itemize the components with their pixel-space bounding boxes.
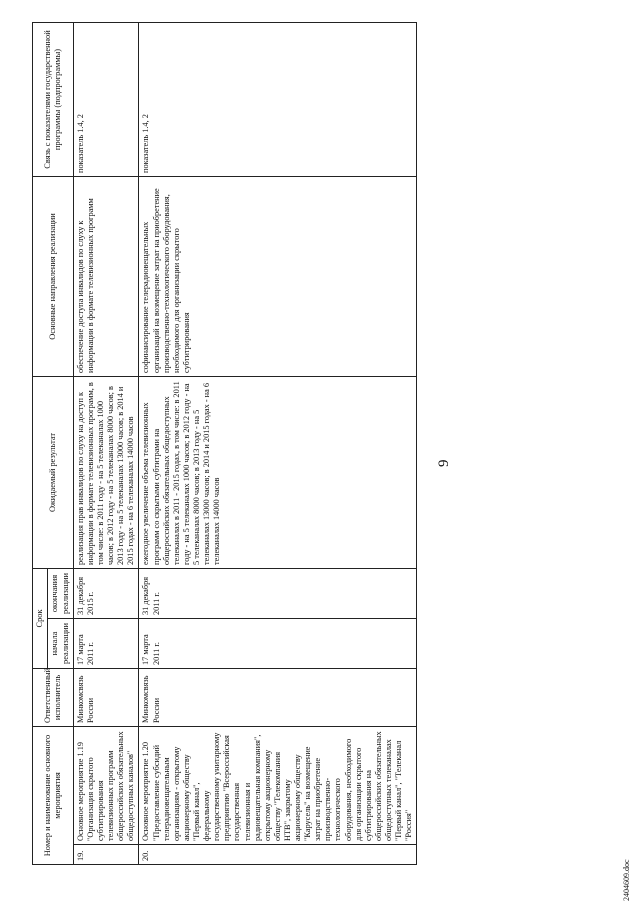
row-executor: Минкомсвязь России	[139, 669, 417, 727]
row-result: ежегодное увеличение объема телевизионных программ со скрытыми субтитрами на общероссийских обязательных общедоступных телеканалах в 2011 - 2015 годах, в том числе: в 2011 году - на 5 телеканалах 1000 часов; в 2012 году - на 5 телеканалах 8000 часов; в 2013 году - на 5 телеканалах 13000 часов; в 2014 и 2015 годах - на 6 телеканалах 14000 часов	[139, 377, 417, 569]
row-executor: Минкомсвязь России	[73, 669, 139, 727]
row-measure: Основное мероприятие 1.20 "Предоставление субсидий телерадиовещательным организациям - открытому акционерному обществу "Первый канал", федеральному государственному унитарному предприятию "Всероссийская государственная телевизионная и радиовещательная компания", открытому акционерному обществу "Телекомпания НТВ", закрытому акционерному обществу "Карусель" на возмещение затрат на приобретение производственно-технологического оборудования, необходимого для организации скрытого субтитрирования на общероссийских обязательных общедоступных телеканалах "Первый канал", "Телеканал "Россия"	[139, 727, 417, 845]
row-link: показатель 1.4, 2	[139, 23, 417, 177]
header-executor: Ответственный исполнитель	[33, 669, 74, 727]
row-result: реализация прав инвалидов по слуху на доступ к информации в формате телевизионных программ, в том числе: в 2011 году - на 5 телеканалах 1000 часов; в 2012 году - на 5 телеканалах 8000 часов; в 2013 году - на 5 телеканалах 13000 часов; в 2014 и 2015 годах - на 6 телеканалах 14000 часов	[73, 377, 139, 569]
row-start: 17 марта 2011 г.	[73, 619, 139, 669]
row-directions: софинансирование телерадиовещательных организаций на возмещение затрат на приобретение производственно-технологического оборудования, необходимого для организации скрытого субтитрирования	[139, 177, 417, 377]
row-directions: обеспечение доступа инвалидов по слуху к информации в формате телевизионных программ	[73, 177, 139, 377]
table-row	[139, 23, 417, 865]
page-number: 9	[436, 459, 452, 467]
row-link: показатель 1.4, 2	[73, 23, 139, 177]
header-row	[33, 23, 48, 865]
header-end: окончания реализации	[48, 569, 74, 619]
measures-table	[32, 22, 417, 865]
row-number: 20.	[139, 845, 417, 865]
header-result: Ожидаемый результат	[33, 377, 74, 569]
row-number: 19.	[73, 845, 139, 865]
header-term: Срок	[33, 569, 48, 669]
table-row	[73, 23, 139, 865]
row-measure: Основное мероприятие 1.19 "Организация скрытого субтитрирования телевизионных программ общероссийских обязательных общедоступных каналов"	[73, 727, 139, 845]
header-link: Связь с показателями государственной программы (подпрограммы)	[33, 23, 74, 177]
header-directions: Основные направления реализации	[33, 177, 74, 377]
row-end: 31 декабря 2015 г.	[73, 569, 139, 619]
row-start: 17 марта 2011 г.	[139, 619, 417, 669]
header-measure: Номер и наименование основного мероприятия	[33, 727, 74, 865]
footer-doc-name: 2404609.doc	[622, 859, 631, 901]
header-start: начала реализации	[48, 619, 74, 669]
row-end: 31 декабря 2011 г.	[139, 569, 417, 619]
